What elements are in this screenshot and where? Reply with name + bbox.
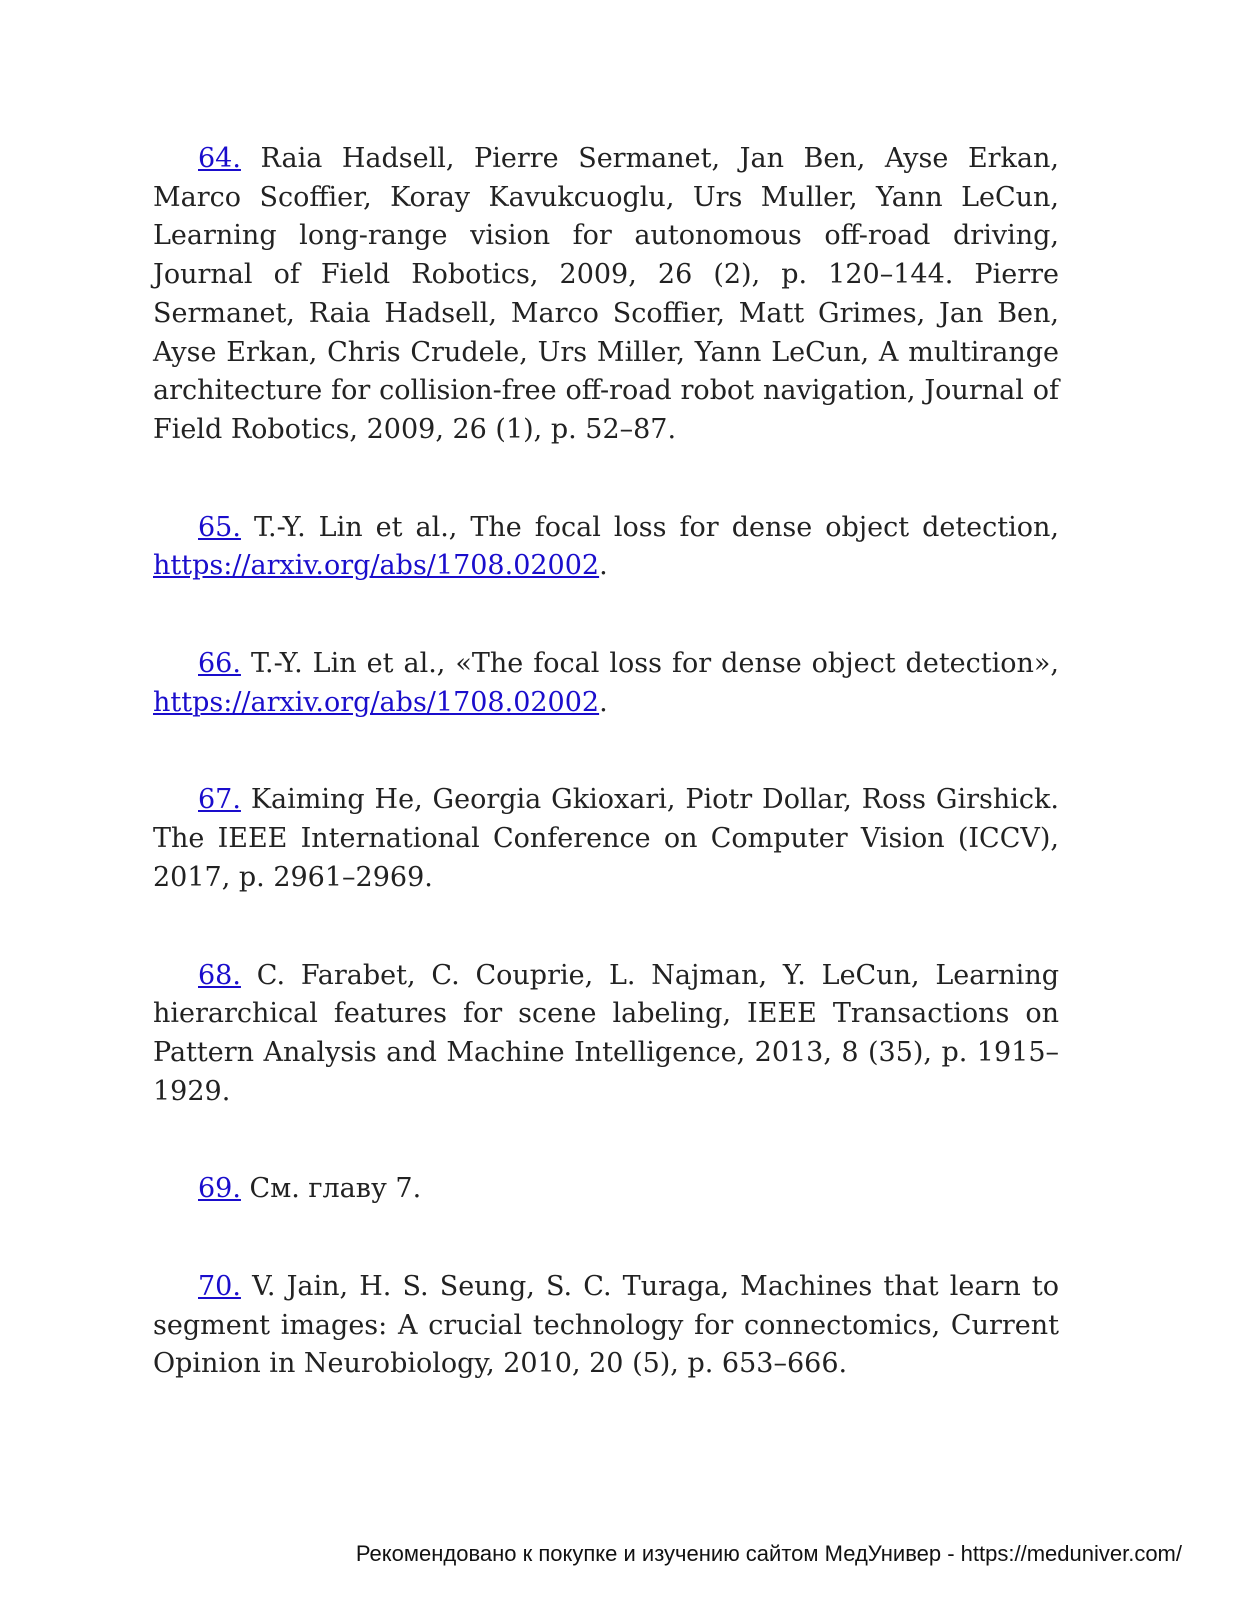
reference-68-text: C. Farabet, C. Couprie, L. Najman, Y. LeCun, Learning hierarchical features for scene labeling, IEEE Transactions on Pattern Analysis and Machine Intelligence, 2013, 8 (35), p. 1915–1929. — [153, 959, 1059, 1107]
reference-65-number-link[interactable]: 65. — [198, 511, 241, 543]
reference-list — [153, 140, 1059, 1384]
reference-66-url-link[interactable]: https://arxiv.org/abs/1708.02002 — [153, 686, 600, 718]
reference-69-text: См. главу 7. — [240, 1173, 422, 1205]
reference-67-number-link[interactable]: 67. — [198, 784, 241, 816]
reference-66-number-link[interactable]: 66. — [198, 648, 241, 680]
reference-65-url-link[interactable]: https://arxiv.org/abs/1708.02002 — [153, 550, 600, 582]
reference-66-text: T.-Y. Lin et al., «The focal loss for dense object detection», — [240, 648, 1059, 680]
reference-66-trailing: . — [599, 686, 608, 718]
reference-67 — [153, 781, 1059, 897]
reference-66 — [153, 645, 1059, 722]
reference-67-text: Kaiming He, Georgia Gkioxari, Piotr Dollar, Ross Girshick. The IEEE International Conference on Computer Vision (ICCV), 2017, p. 2961–2969. — [153, 784, 1059, 893]
footer-recommendation: Рекомендовано к покупке и изучению сайтом МедУнивер - https://meduniver.com/ — [355, 1541, 1182, 1566]
reference-69-number-link[interactable]: 69. — [198, 1173, 241, 1205]
reference-64 — [153, 140, 1059, 450]
reference-64-text: Raia Hadsell, Pierre Sermanet, Jan Ben, Ayse Erkan, Marco Scoffier, Koray Kavukcuoglu, Urs Muller, Yann LeCun, Learning long-range vision for autonomous off-road driving, Journal of Field Robotics, 2009, 26 (2), p. 120–144. Pierre Sermanet, Raia Hadsell, Marco Scoffier, Matt Grimes, Jan Ben, Ayse Erkan, Chris Crudele, Urs Miller, Yann LeCun, A multirange architecture for collision-free off-road robot navigation, Journal of Field Robotics, 2009, 26 (1), p. 52–87. — [153, 143, 1059, 445]
reference-65-trailing: . — [599, 550, 608, 582]
reference-68-number-link[interactable]: 68. — [198, 959, 241, 991]
reference-70-text: V. Jain, H. S. Seung, S. C. Turaga, Machines that learn to segment images: A crucial technology for connectomics, Current Opinion in Neurobiology, 2010, 20 (5), p. 653–666. — [153, 1271, 1059, 1380]
reference-65 — [153, 509, 1059, 586]
reference-64-number-link[interactable]: 64. — [198, 143, 241, 174]
reference-68 — [153, 957, 1059, 1112]
reference-69 — [153, 1170, 1059, 1209]
reference-70 — [153, 1268, 1059, 1384]
reference-65-text: T.-Y. Lin et al., The focal loss for dense object detection, — [240, 511, 1059, 543]
reference-70-number-link[interactable]: 70. — [198, 1271, 241, 1303]
